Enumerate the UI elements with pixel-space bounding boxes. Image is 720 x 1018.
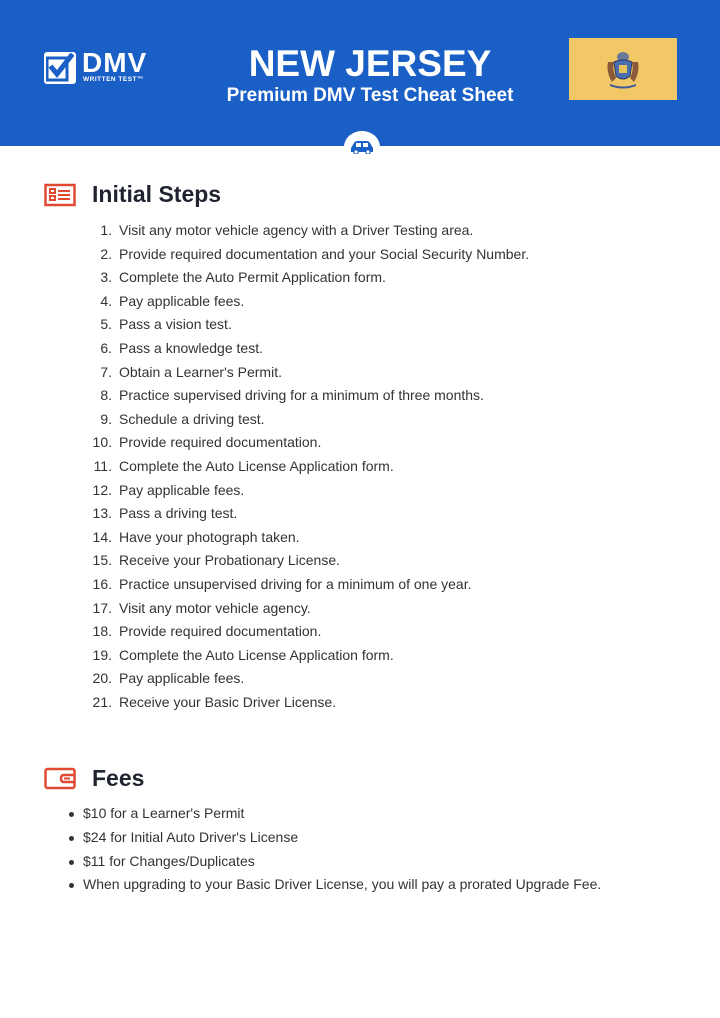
checklist-icon [44, 181, 76, 207]
step-number: 9. [100, 410, 112, 427]
step-number: 17. [92, 599, 112, 616]
step-text: Complete the Auto Permit Application form. [119, 269, 386, 286]
step-text: Have your photograph taken. [119, 528, 300, 545]
list-item [0, 526, 720, 550]
step-text: Complete the Auto License Application form. [119, 457, 394, 474]
list-item [0, 873, 720, 897]
page-subtitle: Premium DMV Test Cheat Sheet [226, 85, 514, 106]
step-number: 10. [92, 434, 112, 451]
step-number: 15. [92, 552, 112, 569]
list-item [0, 479, 720, 503]
fee-text: $24 for Initial Auto Driver's License [83, 828, 299, 845]
step-text: Pass a knowledge test. [119, 339, 263, 356]
fee-text: When upgrading to your Basic Driver License, you will pay a prorated Upgrade Fee. [83, 876, 602, 893]
list-item [0, 243, 720, 267]
step-number: 2. [100, 245, 112, 262]
list-item [0, 384, 720, 408]
list-item [0, 620, 720, 644]
step-text: Provide required documentation. [119, 623, 322, 640]
step-text: Provide required documentation. [119, 434, 322, 451]
step-number: 20. [92, 670, 112, 687]
list-item [0, 850, 720, 874]
step-number: 11. [93, 457, 112, 474]
fees-list [0, 802, 720, 897]
list-item [0, 266, 720, 290]
list-item [0, 597, 720, 621]
fee-text: $11 for Changes/Duplicates [83, 852, 255, 869]
step-number: 1. [100, 222, 112, 238]
list-item [0, 573, 720, 597]
step-number: 19. [92, 646, 112, 663]
list-item [0, 644, 720, 668]
section-title: Initial Steps [92, 181, 222, 207]
step-text: Practice supervised driving for a minimum of three months. [119, 387, 484, 404]
step-text: Complete the Auto License Application form. [119, 646, 394, 663]
step-text: Receive your Probationary License. [119, 552, 341, 569]
page-title: NEW JERSEY [248, 43, 492, 84]
step-number: 13. [92, 505, 112, 522]
new-jersey-flag [569, 38, 677, 100]
step-text: Schedule a driving test. [119, 410, 265, 427]
list-item [0, 549, 720, 573]
logo-title: DMV [82, 47, 148, 78]
step-number: 4. [100, 292, 112, 309]
list-item [0, 455, 720, 479]
step-text: Visit any motor vehicle agency with a Driver Testing area. [119, 222, 474, 238]
list-item [0, 502, 720, 526]
list-item [0, 219, 720, 243]
bullet-icon [69, 883, 74, 888]
state-seal-icon [604, 48, 642, 90]
step-text: Practice unsupervised driving for a minimum of one year. [119, 575, 472, 592]
step-text: Pay applicable fees. [119, 292, 245, 309]
list-item [0, 667, 720, 691]
list-item [0, 290, 720, 314]
car-badge [344, 131, 380, 163]
car-icon [349, 140, 375, 154]
step-text: Obtain a Learner's Permit. [119, 363, 282, 380]
step-number: 14. [92, 528, 112, 545]
wallet-icon [44, 765, 76, 791]
step-number: 5. [100, 316, 112, 333]
bullet-icon [69, 812, 74, 817]
step-text: Pay applicable fees. [119, 481, 245, 498]
list-item [0, 826, 720, 850]
logo-subtitle: WRITTEN TEST™ [83, 76, 145, 83]
step-text: Pass a driving test. [119, 505, 238, 522]
step-text: Receive your Basic Driver License. [119, 693, 337, 710]
list-item [0, 691, 720, 715]
bullet-icon [69, 860, 74, 865]
header-banner [0, 0, 720, 146]
step-number: 18. [92, 623, 112, 640]
section-title: Fees [92, 765, 145, 791]
bullet-icon [69, 836, 74, 841]
list-item [0, 313, 720, 337]
initial-steps-list [0, 219, 720, 714]
step-text: Provide required documentation and your Social Security Number. [119, 245, 530, 262]
step-number: 8. [100, 387, 112, 404]
list-item [0, 408, 720, 432]
step-text: Visit any motor vehicle agency. [119, 599, 311, 616]
list-item [0, 802, 720, 826]
step-number: 12. [92, 481, 112, 498]
step-number: 3. [100, 269, 112, 286]
fee-text: $10 for a Learner's Permit [83, 805, 245, 821]
list-item [0, 361, 720, 385]
step-number: 7. [100, 363, 112, 380]
step-number: 21. [92, 693, 112, 710]
step-text: Pass a vision test. [119, 316, 232, 333]
step-number: 6. [100, 339, 112, 356]
step-number: 16. [92, 575, 112, 592]
step-text: Pay applicable fees. [119, 670, 245, 687]
list-item [0, 431, 720, 455]
list-item [0, 337, 720, 361]
